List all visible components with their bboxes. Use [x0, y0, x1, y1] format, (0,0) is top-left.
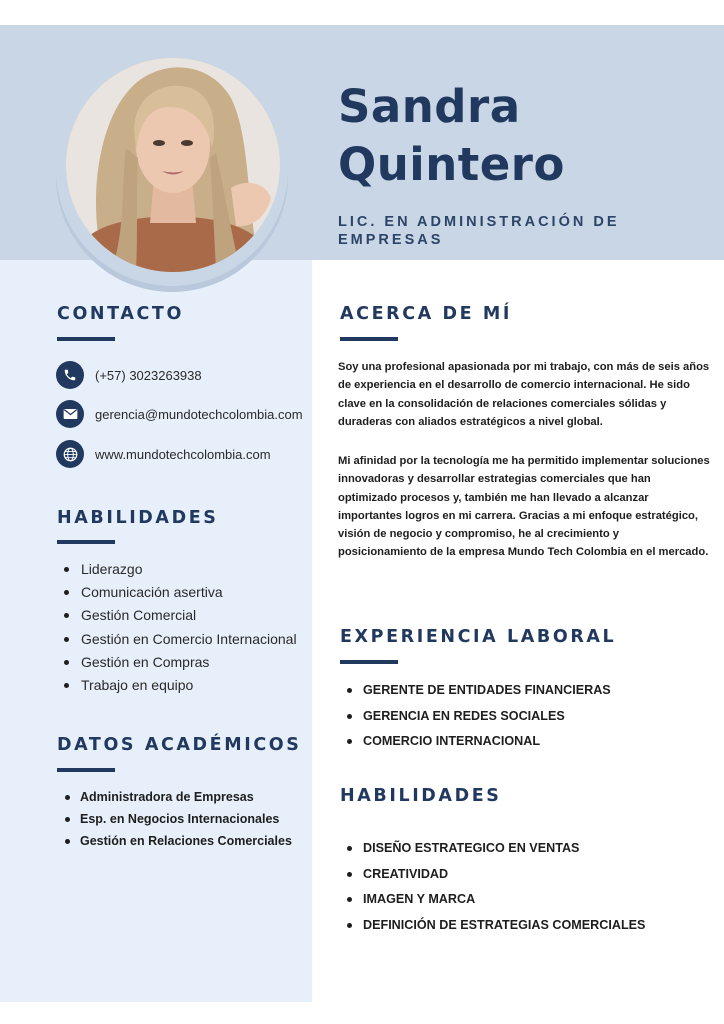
list-item: Gestión en Comercio Internacional: [56, 628, 297, 651]
list-item: Esp. en Negocios Internacionales: [56, 808, 292, 830]
academic-title: DATOS ACADÉMICOS: [57, 735, 302, 755]
last-name: Quintero: [338, 138, 565, 191]
about-title-rule: [340, 337, 398, 341]
list-item: IMAGEN Y MARCA: [338, 887, 645, 913]
list-item: Administradora de Empresas: [56, 786, 292, 808]
list-item: Comunicación asertiva: [56, 581, 297, 604]
list-item: GERENTE DE ENTIDADES FINANCIERAS: [338, 678, 611, 704]
contact-title-rule: [57, 337, 115, 341]
phone-icon: [56, 361, 84, 389]
experience-title-rule: [340, 660, 398, 664]
about-paragraph-2: Mi afinidad por la tecnología me ha permitido implementar soluciones innovadoras y desarrollar estrategias comerciales que han optimizado procesos y, también me han llevado a alcanzar importantes logros en mi carrera. Gracias a mi enfoque estratégico, visión de negocio y compromiso, he al crecimiento y posicionamiento de la empresa Mundo Tech Colombia en el mercado.: [338, 455, 710, 559]
skills-left-list: [56, 558, 297, 697]
list-item: DEFINICIÓN DE ESTRATEGIAS COMERCIALES: [338, 913, 645, 939]
list-item: Gestión en Compras: [56, 651, 297, 674]
skills-right-list: [338, 836, 645, 938]
list-item: Gestión en Relaciones Comerciales: [56, 830, 292, 852]
academic-list: [56, 786, 292, 852]
about-paragraph-1: Soy una profesional apasionada por mi trabajo, con más de seis años de experiencia en el desarrollo de comercio internacional. He sido clave en la consolidación de relaciones comerciales sólidas y duraderas con aliados estratégicos a nivel global.: [338, 361, 710, 428]
website-url[interactable]: www.mundotechcolombia.com: [95, 446, 271, 462]
academic-title-rule: [57, 768, 115, 772]
list-item: Gestión Comercial: [56, 604, 297, 627]
list-item: COMERCIO INTERNACIONAL: [338, 729, 611, 755]
skills-left-title-rule: [57, 540, 115, 544]
person-name: [338, 78, 698, 194]
about-title: ACERCA DE MÍ: [340, 304, 512, 324]
contact-email: [56, 400, 303, 428]
list-item: DISEÑO ESTRATEGICO EN VENTAS: [338, 836, 645, 862]
contact-website: [56, 440, 271, 468]
first-name: Sandra: [338, 80, 521, 133]
globe-icon: [56, 440, 84, 468]
profile-photo: [66, 58, 280, 272]
contact-title: CONTACTO: [57, 304, 184, 324]
contact-phone: [56, 361, 202, 389]
list-item: CREATIVIDAD: [338, 862, 645, 888]
experience-list: [338, 678, 611, 755]
skills-right-title: HABILIDADES: [340, 786, 502, 806]
envelope-icon: [56, 400, 84, 428]
list-item: GERENCIA EN REDES SOCIALES: [338, 704, 611, 730]
list-item: Trabajo en equipo: [56, 674, 297, 697]
job-title: LIC. EN ADMINISTRACIÓN DE EMPRESAS: [338, 214, 620, 248]
experience-title: EXPERIENCIA LABORAL: [340, 627, 617, 647]
list-item: Liderazgo: [56, 558, 297, 581]
skills-left-title: HABILIDADES: [57, 508, 219, 528]
phone-number: (+57) 3023263938: [95, 367, 202, 383]
email-address[interactable]: gerencia@mundotechcolombia.com: [95, 406, 303, 422]
